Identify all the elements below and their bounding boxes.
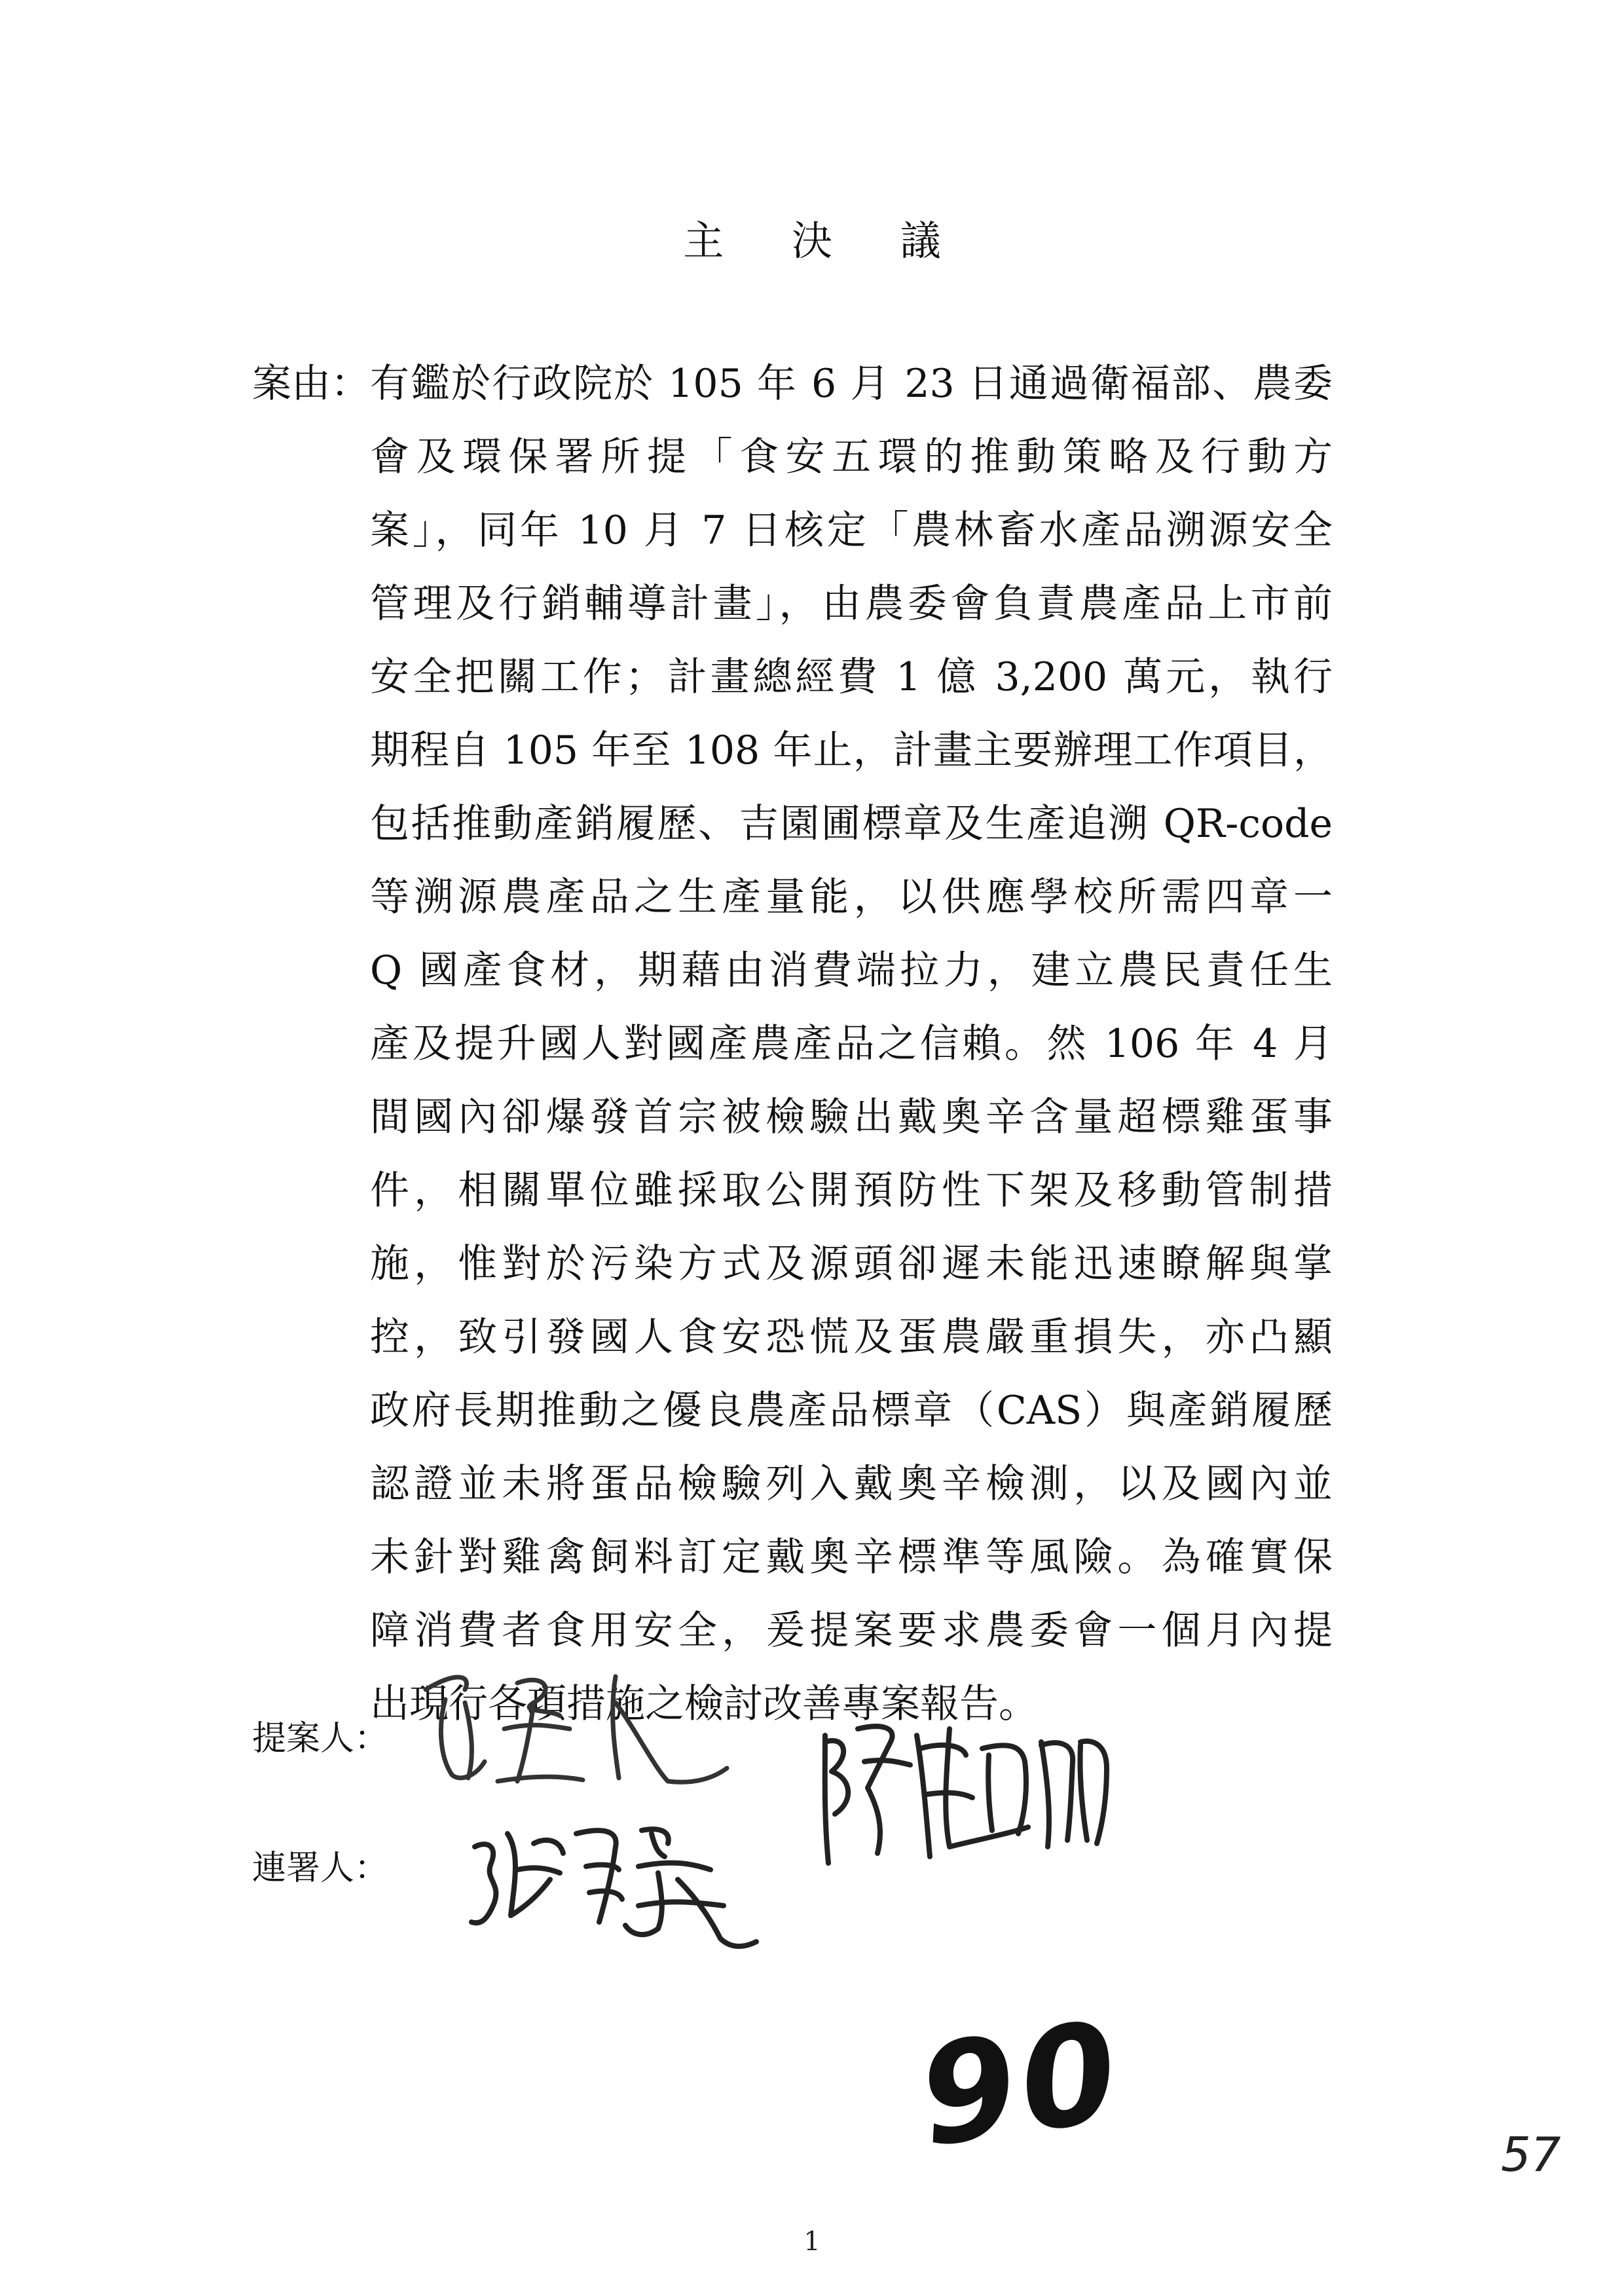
proposer-label: 提案人： [252,1719,389,1758]
signature-stroke [419,1663,733,1794]
cosigner-label: 連署人： [252,1849,389,1888]
case-line: 安全把關工作；計畫總經費 1 億 3,200 萬元，執行 [370,654,1333,700]
case-body [370,347,1333,1741]
case-line: 認證並未將蛋品檢驗列入戴奧辛檢測，以及國內並 [370,1461,1333,1507]
case-line: 案」，同年 10 月 7 日核定「農林畜水產品溯源安全 [370,508,1333,553]
corner-handwritten-number: 57 [1501,2127,1561,2182]
case-line: 包括推動產銷履歷、吉園圃標章及生產追溯 QR-code [370,801,1333,847]
case-line: 施，惟對於污染方式及源頭卻遲未能迅速瞭解與掌 [370,1241,1333,1287]
case-line: 有鑑於行政院於 105 年 6 月 23 日通過衛福部、農委 [370,361,1333,407]
case-line: 間國內卻爆發首宗被檢驗出戴奧辛含量超標雞蛋事 [370,1094,1333,1140]
page-number: 1 [803,2227,821,2257]
case-line: 管理及行銷輔導計畫」，由農委會負責農產品上市前 [370,581,1333,627]
cosigner-signature-right [812,1716,1126,1873]
signature-stroke [462,1807,776,1965]
cosigner-signature-left [462,1807,776,1965]
case-line: 期程自 105 年至 108 年止，計畫主要辦理工作項目， [370,728,1333,773]
document-title: 主 決 議 [683,217,969,265]
case-line: 出現行各項措施之檢討改善專案報告。 [370,1681,1038,1727]
case-line: 件，相關單位雖採取公開預防性下架及移動管制措 [370,1168,1333,1213]
case-line: 政府長期推動之優良農產品標章（CAS）與產銷履歷 [370,1388,1333,1434]
case-line: 產及提升國人對國產農產品之信賴。然 106 年 4 月 [370,1021,1333,1067]
case-line: 障消費者食用安全，爰提案要求農委會一個月內提 [370,1608,1333,1654]
proposer-signature [419,1663,733,1794]
handwritten-number: 90 [910,1990,1132,2178]
case-line: 未針對雞禽飼料訂定戴奧辛標準等風險。為確實保 [370,1534,1333,1580]
case-line: 等溯源農產品之生產量能，以供應學校所需四章一 [370,874,1333,920]
case-label: 案由： [252,361,370,407]
case-line: Q 國產食材，期藉由消費端拉力，建立農民責任生 [370,948,1333,993]
case-line: 控，致引發國人食安恐慌及蛋農嚴重損失，亦凸顯 [370,1314,1333,1360]
case-line: 會及環保署所提「食安五環的推動策略及行動方 [370,434,1333,480]
signature-stroke [812,1716,1126,1873]
